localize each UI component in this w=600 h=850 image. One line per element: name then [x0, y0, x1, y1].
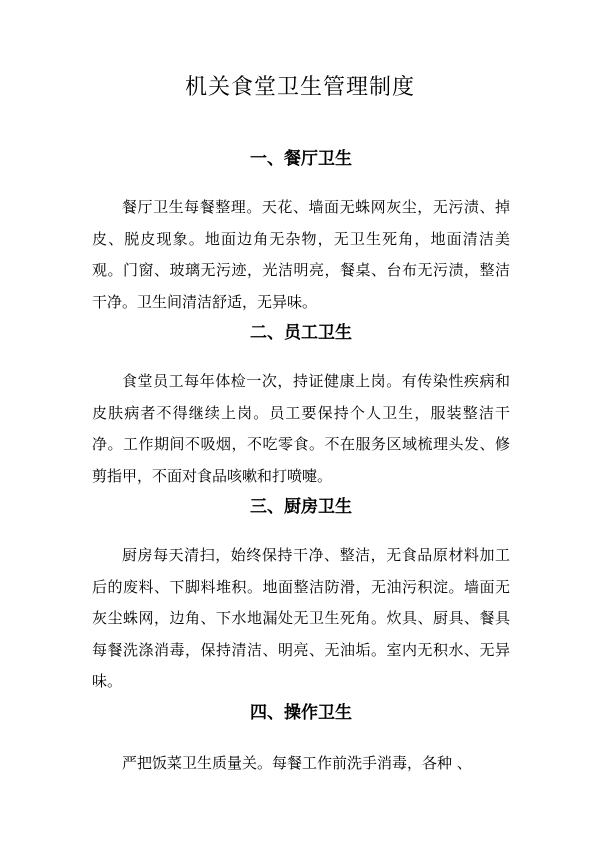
- section-kitchen-hygiene: [92, 494, 510, 698]
- section-heading: 三、厨房卫生: [250, 497, 352, 517]
- section-body: 食堂员工每年体检一次，持证健康上岗。有传染性疾病和皮肤病者不得继续上岗。员工要保持个人卫生，服装整洁干净。工作期间不吸烟，不吃零食。不在服务区域梳理头发、修剪指甲，不面对食品咳嗽和打喷嚏。: [92, 372, 510, 485]
- section-heading: 一、餐厅卫生: [250, 149, 352, 169]
- section-operation-hygiene: [92, 700, 510, 780]
- section-body: 严把饭菜卫生质量关。每餐工作前洗手消毒，各种 、: [122, 754, 472, 772]
- section-dining-hall-hygiene: [92, 146, 510, 318]
- section-body: 餐厅卫生每餐整理。天花、墙面无蛛网灰尘，无污渍、掉皮、脱皮现象。地面边角无杂物，无卫生死角，地面清洁美观。门窗、玻璃无污迹，光洁明亮，餐桌、台布无污渍，整洁干净。卫生间清洁舒适，无异味。: [92, 198, 510, 311]
- section-heading: 二、员工卫生: [250, 323, 352, 343]
- document-title: 机关食堂卫生管理制度: [184, 75, 415, 100]
- section-body: 厨房每天清扫，始终保持干净、整洁，无食品原材料加工后的废料、下脚料堆积。地面整洁防滑，无油污积淀。墙面无灰尘蛛网，边角、下水地漏处无卫生死角。炊具、厨具、餐具每餐洗涤消毒，保持清洁、明亮、无油垢。室内无积水、无异味。: [92, 546, 510, 690]
- section-heading: 四、操作卫生: [250, 703, 352, 723]
- section-staff-hygiene: [92, 320, 510, 492]
